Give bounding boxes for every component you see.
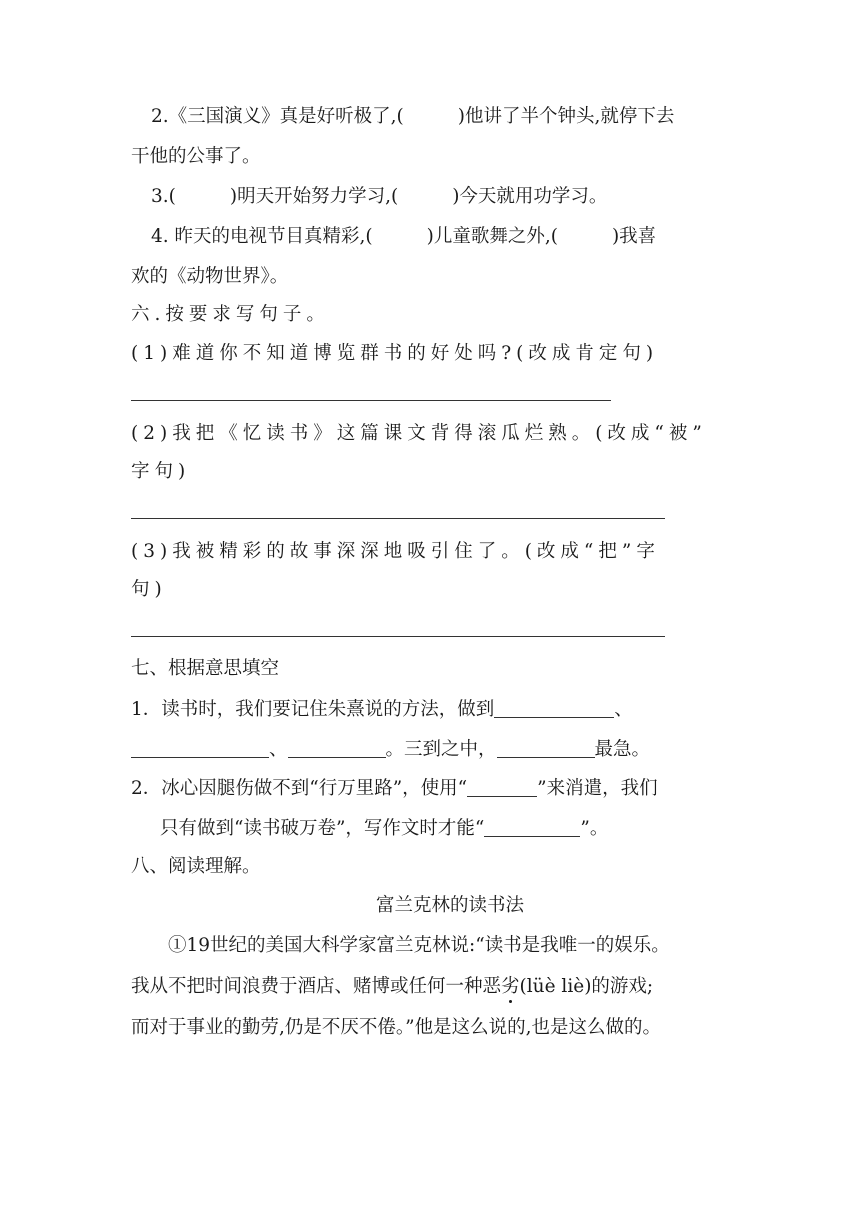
section-6-item-3-line-2: 句)	[131, 579, 167, 600]
section-6-heading: 六.按要求写句子。	[131, 304, 330, 325]
answer-line[interactable]	[131, 400, 611, 401]
fill-blank[interactable]	[288, 739, 386, 758]
fill-blank[interactable]	[494, 699, 614, 718]
section-6-item-2-line-2: 字句)	[131, 461, 191, 482]
question-4-line-1: 4. 昨天的电视节目真精彩,( )儿童歌舞之外,( )我喜	[151, 226, 657, 247]
reading-paragraph-line-1: ①19世纪的美国大科学家富兰克林说:“读书是我唯一的娱乐。	[168, 935, 670, 956]
section-6-item-2-line-1: (2)我把《忆读书》这篇课文背得滚瓜烂熟。(改成“被”	[131, 423, 707, 444]
question-2-line-1: 2.《三国演义》真是好听极了,( )他讲了半个钟头,就停下去	[151, 106, 675, 127]
section-8-heading: 八、阅读理解。	[131, 856, 261, 877]
section-7-heading: 七、根据意思填空	[131, 658, 280, 679]
question-4-line-2: 欢的《动物世界》。	[131, 266, 289, 287]
section-7-item-1-line-2: 、 。三到之中， 最急。	[131, 738, 650, 762]
section-7-item-2-line-1: 2．冰心因腿伤做不到“行万里路”，使用“ ”来消遣，我们	[131, 778, 658, 799]
dotted-character: 劣	[501, 976, 520, 997]
fill-blank[interactable]	[467, 778, 537, 797]
question-2-line-2: 干他的公事了。	[131, 146, 261, 167]
question-3: 3.( )明天开始努力学习,( )今天就用功学习。	[151, 186, 608, 207]
fill-blank[interactable]	[131, 739, 269, 758]
reading-paragraph-line-2: 我从不把时间浪费于酒店、赌博或任何一种恶劣(lüè liè)的游戏;	[131, 976, 654, 997]
section-7-item-1-line-1: 1．读书时，我们要记住朱熹说的方法，做到 、	[131, 699, 633, 720]
section-6-item-3-line-1: (3)我被精彩的故事深深地吸引住了。(改成“把”字	[131, 541, 660, 562]
section-7-item-2-line-2: 只有做到“读书破万卷”，写作文时才能“ ”。	[160, 818, 609, 839]
reading-paragraph-line-3: 而对于事业的勤劳,仍是不厌不倦。”他是这么说的,也是这么做的。	[131, 1017, 661, 1038]
section-6-item-1: (1)难道你不知道博览群书的好处吗?(改成肯定句)	[131, 343, 659, 364]
answer-line[interactable]	[131, 636, 665, 637]
fill-blank[interactable]	[484, 818, 580, 837]
reading-title: 富兰克林的读书法	[375, 895, 524, 916]
answer-line[interactable]	[131, 518, 665, 519]
fill-blank[interactable]	[497, 739, 595, 758]
